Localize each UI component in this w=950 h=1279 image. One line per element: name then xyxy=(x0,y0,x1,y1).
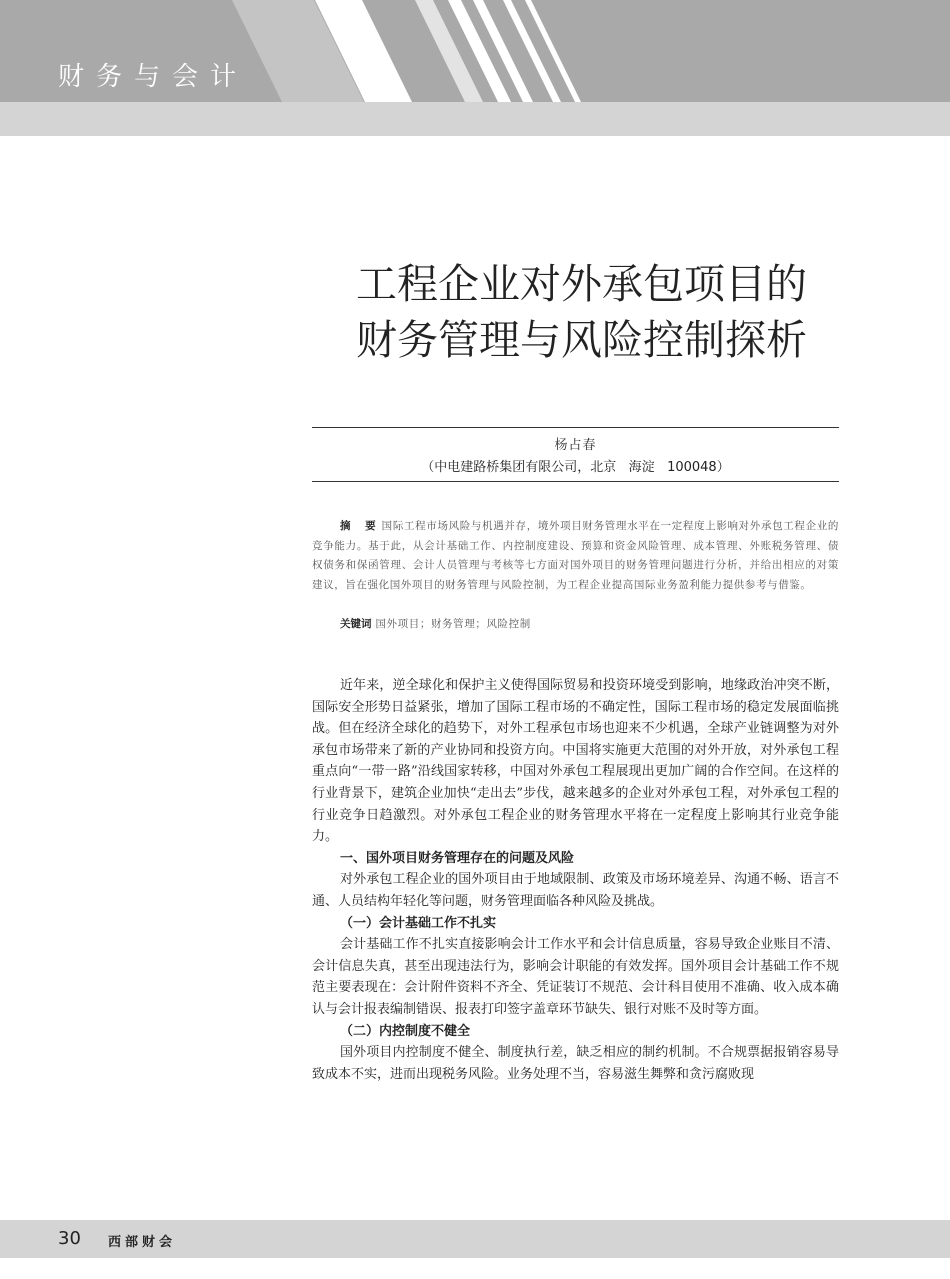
subsection-heading-2: （二）内控制度不健全 xyxy=(340,1023,471,1039)
keywords-label: 关键词 xyxy=(340,618,372,630)
journal-name: 西部财会 xyxy=(108,1235,177,1250)
section-heading-1: 一、国外项目财务管理存在的问题及风险 xyxy=(340,850,575,866)
keywords xyxy=(340,616,840,631)
body-paragraph-4: 国外项目内控制度不健全、制度执行差，缺乏相应的制约机制。不合规票据报销容易导致成本不实，进而出现税务风险。业务处理不当，容易滋生舞弊和贪污腐败现 xyxy=(312,1045,839,1082)
body-paragraph-1: 近年来，逆全球化和保护主义使得国际贸易和投资环境受到影响，地缘政治冲突不断，国际安全形势日益紧张，增加了国际工程市场的不确定性，国际工程市场的稳定发展面临挑战。但在经济全球化的趋势下，对外工程承包市场也迎来不少机遇，全球产业链调整为对外承包市场带来了新的产业协同和投资方向。中国将实施更大范围的对外开放，对外承包工程重点向“一带一路”沿线国家转移，中国对外承包工程展现出更加广阔的合作空间。在这样的行业背景下，建筑企业加快“走出去”步伐，越来越多的企业对外承包工程，对外承包工程的行业竞争日趋激烈。对外承包工程企业的财务管理水平将在一定程度上影响其行业竞争能力。 xyxy=(312,678,839,845)
abstract-text: 国际工程市场风险与机遇并存，境外项目财务管理水平在一定程度上影响对外承包工程企业的竞争能力。基于此，从会计基础工作、内控制度建设、预算和资金风险管理、成本管理、外账税务管理、债权债务和保函管理、会计人员管理与考核等七方面对国外项目的财务管理问题进行分析，并给出相应的对策建议，旨在强化国外项目的财务管理与风险控制，为工程企业提高国际业务盈利能力提供参考与借鉴。 xyxy=(312,520,839,591)
author: 杨占春 xyxy=(554,438,597,453)
bottom-rule xyxy=(312,481,839,482)
article-title-line-2: 财务管理与风险控制探析 xyxy=(356,316,807,364)
abstract xyxy=(312,517,839,595)
article-title-line-1: 工程企业对外承包项目的 xyxy=(356,260,807,308)
body-paragraph-3: 会计基础工作不扎实直接影响会计工作水平和会计信息质量，容易导致企业账目不清、会计信息失真，甚至出现违法行为，影响会计职能的有效发挥。国外项目会计基础工作不规范主要表现在：会计附件资料不齐全、凭证装订不规范、会计科目使用不准确、收入成本确认与会计报表编制错误、报表打印签字盖章环节缺失、银行对账不及时等方面。 xyxy=(312,937,839,1017)
body-paragraph-2: 对外承包工程企业的国外项目由于地域限制、政策及市场环境差异、沟通不畅、语言不通、人员结构年轻化等问题，财务管理面临各种风险及挑战。 xyxy=(312,872,839,909)
page-number: 30 xyxy=(58,1228,81,1249)
keywords-text: 国外项目；财务管理；风险控制 xyxy=(375,618,531,630)
header-band xyxy=(0,0,950,102)
section-title: 财务与会计 xyxy=(58,62,249,92)
header-stripe-3 xyxy=(415,0,483,102)
abstract-label: 摘 要 xyxy=(340,520,378,532)
top-rule xyxy=(312,427,839,428)
subsection-heading-1: （一）会计基础工作不扎实 xyxy=(340,915,497,931)
article-title xyxy=(356,256,856,368)
affiliation: （中电建路桥集团有限公司，北京 海淀 100048） xyxy=(421,460,730,475)
header-under-band xyxy=(0,102,950,136)
article-body xyxy=(312,675,839,1085)
